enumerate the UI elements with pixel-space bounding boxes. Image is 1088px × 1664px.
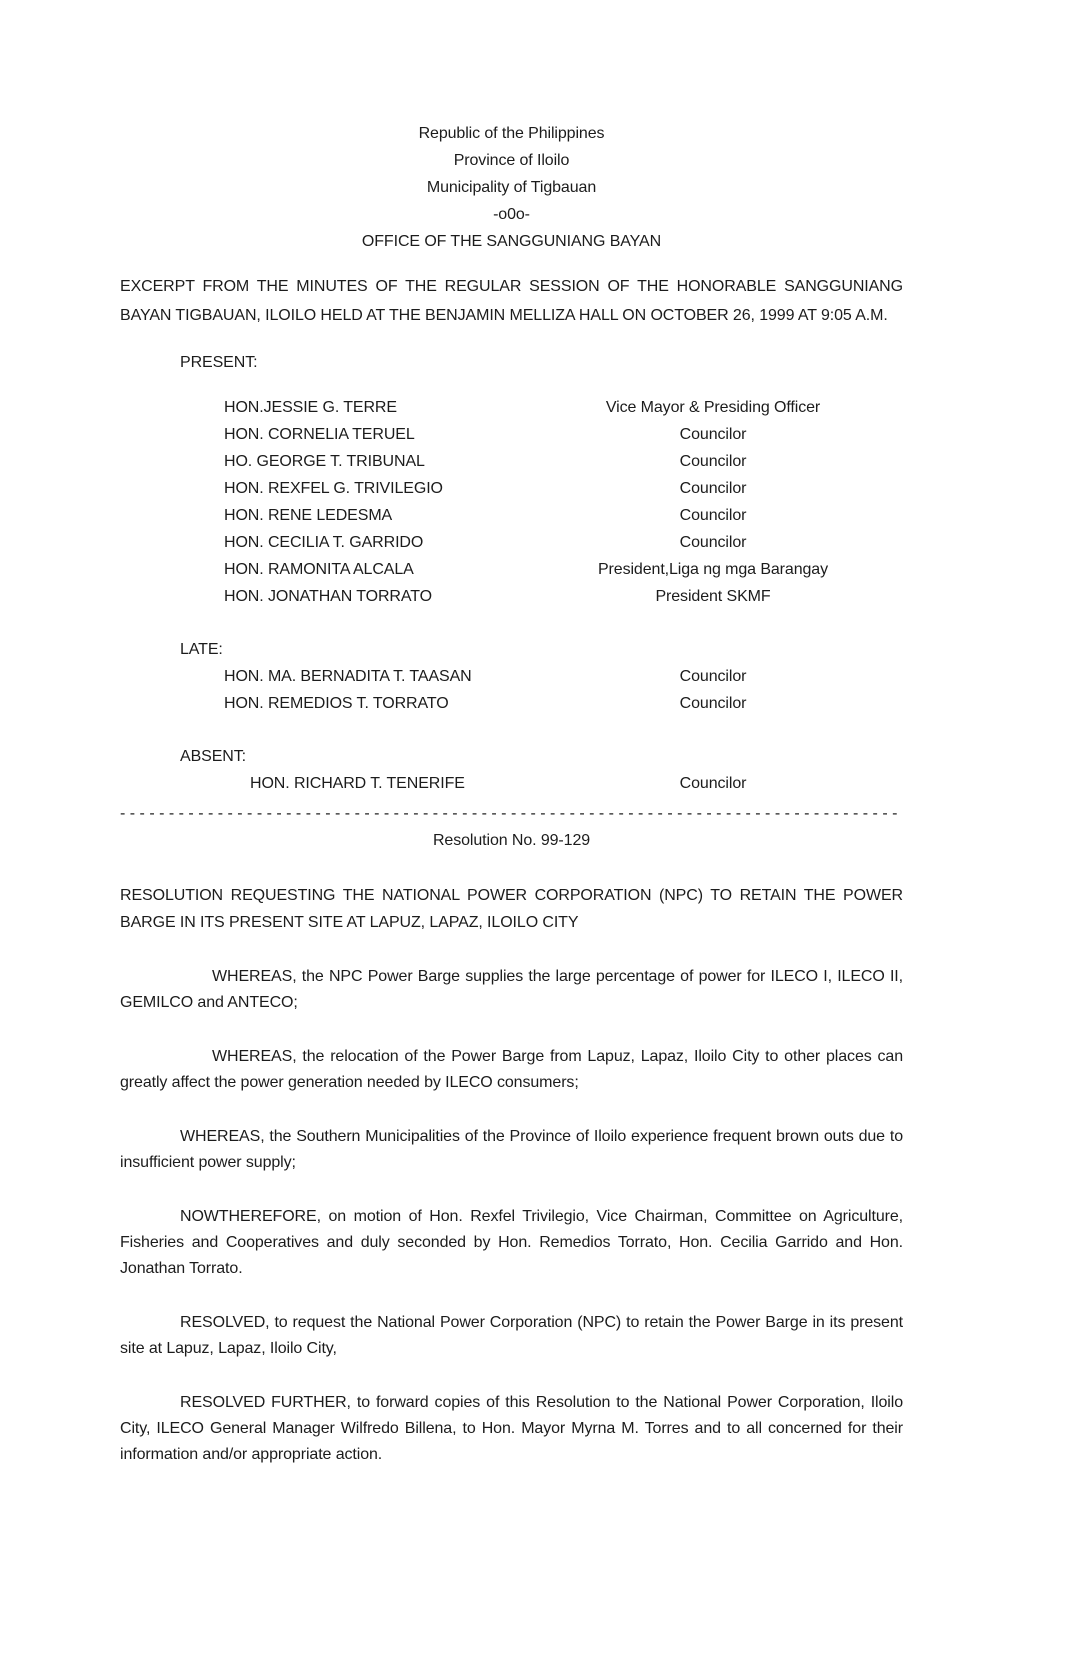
member-position: Councilor [679,426,747,443]
present-list [120,394,903,610]
member-name: HON. CORNELIA TERUEL [224,426,415,443]
resolved-paragraph: RESOLVED, to request the National Power Corporation (NPC) to retain the Power Barge in its present site at Lapuz, Lapaz, Iloilo City, [120,1314,903,1357]
member-name: HON. RICHARD T. TENERIFE [250,775,465,792]
excerpt-paragraph: EXCERPT FROM THE MINUTES OF THE REGULAR SESSION OF THE HONORABLE SANGGUNIANG BAYAN TIGBAUAN, ILOILO HELD AT THE BENJAMIN MELLIZA HALL ON OCTOBER 26, 1999 AT 9:05 A.M. [120,278,903,324]
resolution-title: RESOLUTION REQUESTING THE NATIONAL POWER CORPORATION (NPC) TO RETAIN THE POWER BARGE IN ITS PRESENT SITE AT LAPUZ, LAPAZ, ILOILO CITY [120,887,903,931]
member-position: Councilor [679,775,747,792]
header-ornament: -o0o- [493,206,530,223]
attendance-row [120,475,903,502]
member-position: President,Liga ng mga Barangay [597,561,829,578]
attendance-row [120,690,903,717]
member-position: Vice Mayor & Presiding Officer [605,399,821,416]
member-name: HON. CECILIA T. GARRIDO [224,534,424,551]
present-label: PRESENT: [180,354,258,371]
member-position: Councilor [679,534,747,551]
header-republic: Republic of the Philippines [418,125,605,142]
member-name: HON. RAMONITA ALCALA [224,561,414,578]
member-position: Councilor [679,695,747,712]
whereas-paragraph-1: WHEREAS, the NPC Power Barge supplies the large percentage of power for ILECO I, ILECO II, GEMILCO and ANTECO; [120,968,903,1011]
attendance-row [120,421,903,448]
absent-list [120,770,903,797]
member-position: Councilor [679,480,747,497]
attendance-row [120,502,903,529]
member-name: HON. RENE LEDESMA [224,507,393,524]
late-list [120,663,903,717]
attendance-row [120,529,903,556]
header-municipality: Municipality of Tigbauan [426,179,597,196]
attendance-row [120,448,903,475]
header-province: Province of Iloilo [453,152,570,169]
member-position: President SKMF [655,588,771,605]
nowtherefore-paragraph: NOWTHEREFORE, on motion of Hon. Rexfel Trivilegio, Vice Chairman, Committee on Agriculture, Fisheries and Cooperatives and duly seconded by Hon. Remedios Torrato, Hon. Cecilia Garrido and Hon. Jonathan Torrato. [120,1208,903,1277]
late-label: LATE: [180,641,223,658]
attendance-row [120,556,903,583]
member-name: HON. REMEDIOS T. TORRATO [224,695,449,712]
member-position: Councilor [679,453,747,470]
resolution-number: Resolution No. 99-129 [432,832,591,849]
member-name: HON. MA. BERNADITA T. TAASAN [224,668,472,685]
divider-line: - - - - - - - - - - - - - - - - - - - - - - - - - - - - - - - - - - - - - - - - - - - - - - - - - - - - - - - - - - - - - - - - - - - - - - - - - - - - - - - - [120,805,898,822]
attendance-row [120,770,903,797]
doc-header [120,120,903,255]
member-name: HO. GEORGE T. TRIBUNAL [224,453,425,470]
attendance-row [120,394,903,421]
member-position: Councilor [679,668,747,685]
attendance-row [120,663,903,690]
member-name: HON.JESSIE G. TERRE [224,399,397,416]
whereas-paragraph-3: WHEREAS, the Southern Municipalities of the Province of Iloilo experience frequent brown outs due to insufficient power supply; [120,1128,903,1171]
whereas-paragraph-2: WHEREAS, the relocation of the Power Barge from Lapuz, Lapaz, Iloilo City to other places can greatly affect the power generation needed by ILECO consumers; [120,1048,903,1091]
header-office: OFFICE OF THE SANGGUNIANG BAYAN [361,233,662,250]
absent-label: ABSENT: [180,748,246,765]
member-position: Councilor [679,507,747,524]
member-name: HON. JONATHAN TORRATO [224,588,432,605]
attendance-row [120,583,903,610]
member-name: HON. REXFEL G. TRIVILEGIO [224,480,443,497]
resolved-further-paragraph: RESOLVED FURTHER, to forward copies of this Resolution to the National Power Corporation, Iloilo City, ILECO General Manager Wilfredo Billena, to Hon. Mayor Myrna M. Torres and to all concerned for their information and/or appropriate action. [120,1394,903,1463]
